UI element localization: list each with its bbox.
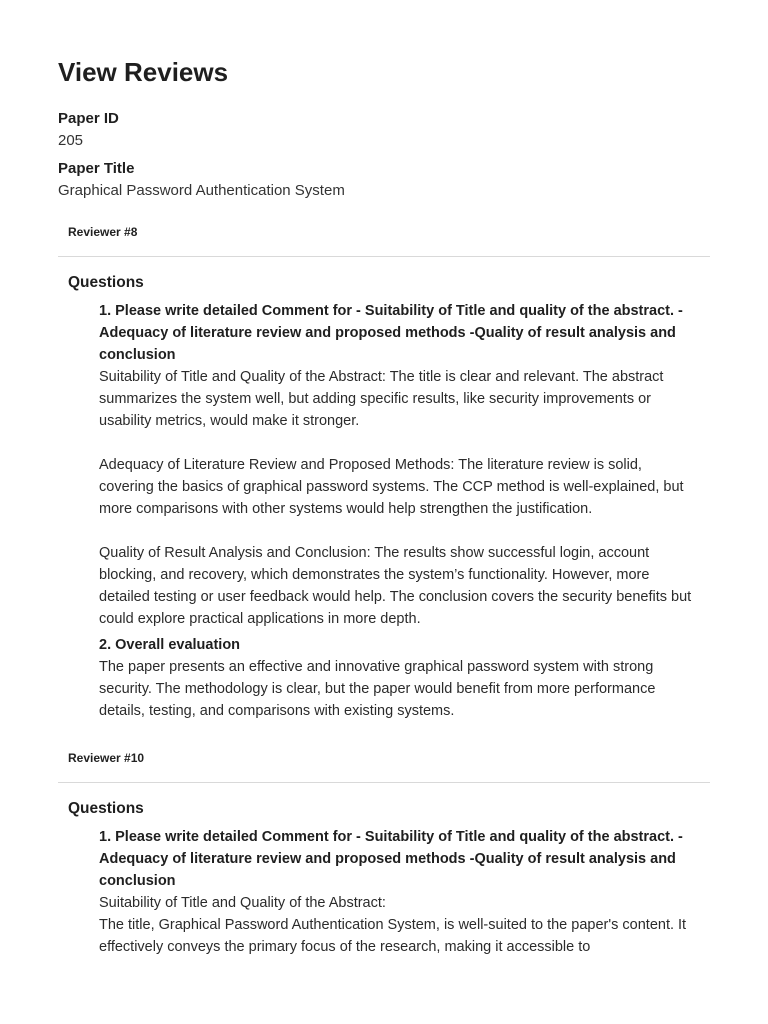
review-card	[58, 744, 710, 958]
questions-title: Questions	[68, 800, 144, 817]
divider	[58, 256, 710, 257]
answer-paragraph: Adequacy of Literature Review and Proposed Methods: The literature review is solid, covering the basics of graphical password systems. The CCP method is well-explained, but more comparisons with other systems would help strengthen the justification.	[99, 457, 684, 517]
answer-line: The title, Graphical Password Authentication System, is well-suited to the paper's content. It effectively conveys the primary focus of the research, making it accessible to	[99, 917, 687, 955]
paper-title-label: Paper Title	[58, 160, 135, 177]
question-text: 1. Please write detailed Comment for - Suitability of Title and quality of the abstract. -Adequacy of literature review and proposed methods -Quality of result analysis and conclusion	[99, 303, 683, 363]
question-item	[99, 826, 700, 958]
divider	[58, 782, 710, 783]
paper-id-value: 205	[58, 132, 84, 149]
review-body	[58, 798, 710, 958]
answer-text	[99, 656, 700, 722]
questions-title: Questions	[68, 274, 144, 291]
page-title: View Reviews	[58, 57, 229, 87]
question-list	[68, 826, 700, 958]
question-text: 2. Overall evaluation	[99, 637, 241, 653]
answer-text	[99, 892, 700, 958]
reviewer-header: Reviewer #8	[68, 225, 138, 239]
answer-paragraph: Suitability of Title and Quality of the Abstract: The title is clear and relevant. The abstract summarizes the system well, but adding specific results, like security improvements or usability metrics, would make it stronger.	[99, 369, 664, 429]
paper-id-label: Paper ID	[58, 110, 119, 127]
reviewer-header: Reviewer #10	[68, 751, 145, 765]
question-list	[68, 300, 700, 722]
question-item	[99, 634, 700, 722]
paper-id-section	[58, 108, 710, 152]
answer-paragraph: Quality of Result Analysis and Conclusion: The results show successful login, account blocking, and recovery, which demonstrates the system’s functionality. However, more detailed testing or user feedback would help. The conclusion covers the security benefits but could explore practical applications in more depth.	[99, 545, 692, 627]
answer-text	[99, 366, 700, 630]
question-text: 1. Please write detailed Comment for - Suitability of Title and quality of the abstract. -Adequacy of literature review and proposed methods -Quality of result analysis and conclusion	[99, 829, 683, 889]
paper-title-section	[58, 158, 710, 202]
review-body	[58, 272, 710, 722]
answer-paragraph: The paper presents an effective and innovative graphical password system with strong security. The methodology is clear, but the paper would benefit from more performance details, testing, and comparisons with existing systems.	[99, 659, 656, 719]
review-card	[58, 218, 710, 722]
paper-title-value: Graphical Password Authentication System	[58, 182, 345, 199]
answer-line: Suitability of Title and Quality of the Abstract:	[99, 895, 386, 911]
question-item	[99, 300, 700, 630]
